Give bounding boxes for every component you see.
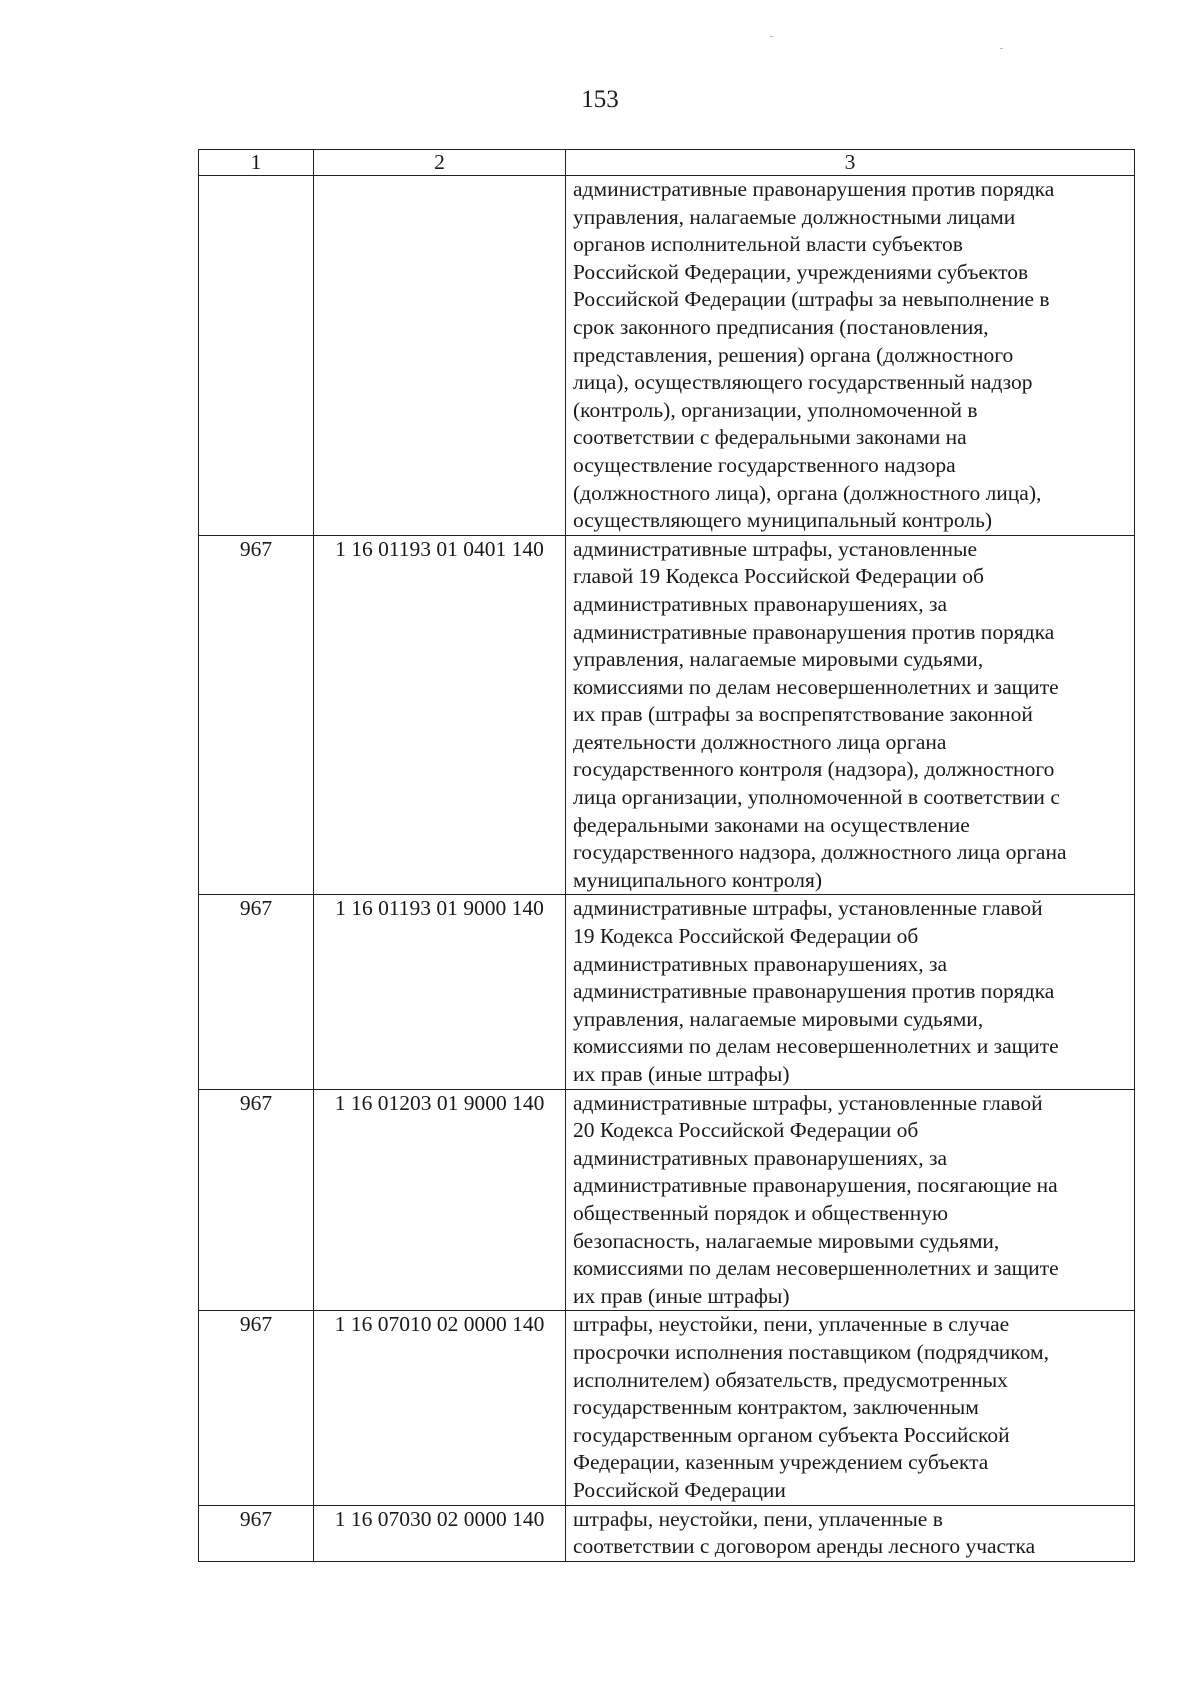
description-line: Российской Федерации <box>573 1477 786 1502</box>
description-line: муниципального контроля) <box>573 867 823 892</box>
description-line: управления, налагаемые мировыми судьями, <box>573 1006 984 1031</box>
column-header-1: 1 <box>199 150 314 176</box>
description-line: срок законного предписания (постановления, <box>573 314 989 339</box>
description-line: просрочки исполнения поставщиком (подрядчиком, <box>573 1339 1049 1364</box>
description-line: их прав (штрафы за воспрепятствование законной <box>573 702 1033 727</box>
column-header-2: 2 <box>314 150 566 176</box>
scan-speck <box>770 36 773 37</box>
description-line: комиссиями по делам несовершеннолетних и защите <box>573 1256 1059 1281</box>
description-line: комиссиями по делам несовершеннолетних и защите <box>573 674 1059 699</box>
description-line: соответствии с договором аренды лесного участка <box>573 1534 1036 1559</box>
description-line: административных правонарушениях, за <box>573 1145 948 1170</box>
table-header-row <box>199 150 1135 176</box>
admin-code-cell <box>199 176 314 536</box>
description-line: административные правонарушения против порядка <box>573 177 1055 201</box>
table-row <box>199 176 1135 536</box>
description-line: административные штрафы, установленные главой <box>573 896 1043 921</box>
admin-code-cell: 967 <box>199 895 314 1089</box>
description-line: Российской Федерации (штрафы за невыполнение в <box>573 287 1050 312</box>
description-line: деятельности должностного лица органа <box>573 729 947 754</box>
description-line: государственным контрактом, заключенным <box>573 1395 979 1420</box>
description-line: административных правонарушениях, за <box>573 951 948 976</box>
description-line: безопасность, налагаемые мировыми судьями, <box>573 1228 1000 1253</box>
description-line: 19 Кодекса Российской Федерации об <box>573 924 919 949</box>
revenue-description-cell <box>566 1311 1135 1505</box>
table-row <box>199 1505 1135 1561</box>
description-line: государственного контроля (надзора), должностного <box>573 757 1055 782</box>
budget-classification-code-cell: 1 16 01203 01 9000 140 <box>314 1089 566 1311</box>
description-line: административные штрафы, установленные главой <box>573 1090 1043 1115</box>
table-row <box>199 1311 1135 1505</box>
budget-classification-code-cell: 1 16 07030 02 0000 140 <box>314 1505 566 1561</box>
description-line: Российской Федерации, учреждениями субъектов <box>573 259 1029 284</box>
page-number: 153 <box>581 86 619 113</box>
admin-code-cell: 967 <box>199 535 314 895</box>
description-line: административные штрафы, установленные <box>573 536 977 561</box>
description-line: их прав (иные штрафы) <box>573 1283 790 1308</box>
description-line: штрафы, неустойки, пени, уплаченные в случае <box>573 1312 1010 1337</box>
table-row <box>199 895 1135 1089</box>
description-line: соответствии с федеральными законами на <box>573 425 967 450</box>
description-line: управления, налагаемые должностными лицами <box>573 204 1016 229</box>
budget-classification-code-cell: 1 16 01193 01 9000 140 <box>314 895 566 1089</box>
description-line: (контроль), организации, уполномоченной в <box>573 397 978 422</box>
revenue-description-cell <box>566 176 1135 536</box>
description-line: органов исполнительной власти субъектов <box>573 232 963 257</box>
revenue-description-cell <box>566 895 1135 1089</box>
description-line: главой 19 Кодекса Российской Федерации об <box>573 564 984 589</box>
revenue-description-cell <box>566 1089 1135 1311</box>
description-line: общественный порядок и общественную <box>573 1200 949 1225</box>
description-line: Федерации, казенным учреждением субъекта <box>573 1450 989 1475</box>
description-line: государственного надзора, должностного лица органа <box>573 840 1067 865</box>
description-line: административные правонарушения против порядка <box>573 979 1055 1004</box>
budget-classification-code-cell <box>314 176 566 536</box>
description-line: лица), осуществляющего государственный надзор <box>573 370 1033 395</box>
description-line: лица организации, уполномоченной в соответствии с <box>573 785 1060 810</box>
description-line: комиссиями по делам несовершеннолетних и защите <box>573 1034 1059 1059</box>
description-line: их прав (иные штрафы) <box>573 1062 790 1086</box>
budget-codes-table <box>198 149 1135 1562</box>
table-row <box>199 1089 1135 1311</box>
description-line: представления, решения) органа (должностного <box>573 342 1014 367</box>
description-line: государственным органом субъекта Российской <box>573 1422 1010 1447</box>
description-line: управления, налагаемые мировыми судьями, <box>573 647 984 672</box>
description-line: административных правонарушениях, за <box>573 591 948 616</box>
admin-code-cell: 967 <box>199 1089 314 1311</box>
revenue-description-cell <box>566 1505 1135 1561</box>
column-header-3: 3 <box>566 150 1135 176</box>
scan-speck <box>1000 48 1003 49</box>
admin-code-cell: 967 <box>199 1311 314 1505</box>
revenue-description-cell <box>566 535 1135 895</box>
budget-classification-code-cell: 1 16 07010 02 0000 140 <box>314 1311 566 1505</box>
description-line: осуществление государственного надзора <box>573 452 956 477</box>
description-line: федеральными законами на осуществление <box>573 812 970 837</box>
budget-classification-code-cell: 1 16 01193 01 0401 140 <box>314 535 566 895</box>
description-line: осуществляющего муниципальный контроль) <box>573 508 993 533</box>
description-line: 20 Кодекса Российской Федерации об <box>573 1118 919 1143</box>
description-line: административные правонарушения, посягающие на <box>573 1173 1058 1198</box>
description-line: (должностного лица), органа (должностного лица), <box>573 480 1042 505</box>
table-row <box>199 535 1135 895</box>
description-line: исполнителем) обязательств, предусмотренных <box>573 1367 1008 1392</box>
description-line: штрафы, неустойки, пени, уплаченные в <box>573 1506 943 1531</box>
description-line: административные правонарушения против порядка <box>573 619 1055 644</box>
admin-code-cell: 967 <box>199 1505 314 1561</box>
